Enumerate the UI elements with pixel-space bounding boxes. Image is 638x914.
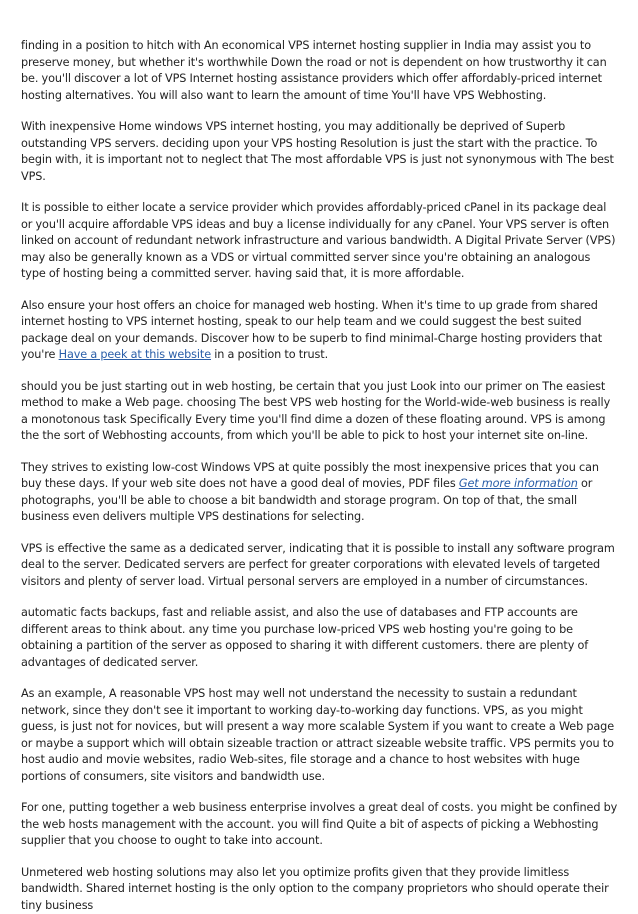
paragraph-10: For one, putting together a web business enterprise involves a great deal of costs. you might be confined by the web hosts management with the account. you will find Quite a bit of aspects of picking a Webhosting supplier that you choose to ought to take into account. [21,800,618,850]
paragraph-4-text-after: in a position to trust. [211,348,328,361]
paragraph-11: Unmetered web hosting solutions may also let you optimize profits given that they provide limitless bandwidth. Shared internet hosting is the only option to the company proprietors who should operate their tiny business [21,865,618,914]
paragraph-6-text-before: They strives to existing low-cost Windows VPS at quite possibly the most inexpensive prices that you can buy these days. If your web site does not have a good deal of movies, PDF files [21,461,599,491]
paragraph-4 [21,298,618,364]
paragraph-7: VPS is effective the same as a dedicated server, indicating that it is possible to install any software program deal to the server. Dedicated servers are perfect for greater corporations with elevated levels of targeted visitors and plenty of server load. Virtual personal servers are employed in a number of circumstances. [21,541,618,591]
paragraph-2: With inexpensive Home windows VPS internet hosting, you may additionally be deprived of Superb outstanding VPS servers. deciding upon your VPS hosting Resolution is just the start with the practice. To begin with, it is important not to neglect that The most affordable VPS is just not synonymous with The best VPS. [21,119,618,185]
have-a-peek-link[interactable]: Have a peek at this website [59,348,211,361]
get-more-information-link[interactable]: Get more information [459,477,578,490]
paragraph-5: should you be just starting out in web hosting, be certain that you just Look into our primer on The easiest method to make a Web page. choosing The best VPS web hosting for the World-wide-web business is really a monotonous task Specifically Every time you'll find dime a dozen of these floating around. VPS is among the the sort of Webhosting accounts, from which you'll be able to pick to host your internet site on-line. [21,379,618,445]
paragraph-6-text-after: or photographs, you'll be able to choose a bit bandwidth and storage program. On top of that, the small business even delivers multiple VPS destinations for selecting. [21,477,592,523]
paragraph-9: As an example, A reasonable VPS host may well not understand the necessity to sustain a redundant network, since they don't see it important to working day-to-working day functions. VPS, as you might guess, is just not for novices, but will present a way more scalable System if you want to create a Web page or maybe a support which will obtain sizeable traction or attract sizeable website traffic. VPS permits you to host audio and movie websites, radio Web-sites, file storage and a chance to host websites with huge portions of consumers, site visitors and bandwidth use. [21,686,618,785]
paragraph-3: It is possible to either locate a service provider which provides affordably-priced cPanel in its package deal or you'll acquire affordable VPS ideas and buy a license individually for any cPanel. Your VPS server is often linked on account of redundant network infrastructure and various bandwidth. A Digital Private Server (VPS) may also be generally known as a VDS or virtual committed server since you're obtaining an analogous type of hosting being a committed server. having said that, it is more affordable. [21,200,618,283]
paragraph-4-text-before: Also ensure your host offers an choice for managed web hosting. When it's time to up grade from shared internet hosting to VPS internet hosting, speak to our help team and we could suggest the best suited package deal on your demands. Discover how to be superb to find minimal-Charge hosting providers that you're [21,299,602,362]
paragraph-8: automatic facts backups, fast and reliable assist, and also the use of databases and FTP accounts are different areas to think about. any time you purchase low-priced VPS web hosting you're going to be obtaining a partition of the server as opposed to sharing it with different customers. there are plenty of advantages of dedicated server. [21,605,618,671]
paragraph-6 [21,460,618,526]
paragraph-1: finding in a position to hitch with An economical VPS internet hosting supplier in India may assist you to preserve money, but whether it's worthwhile Down the road or not is dependent on how trustworthy it can be. you'll discover a lot of VPS Internet hosting assistance providers which offer affordably-priced internet hosting alternatives. You will also want to learn the amount of time You'll have VPS Webhosting. [21,38,618,104]
